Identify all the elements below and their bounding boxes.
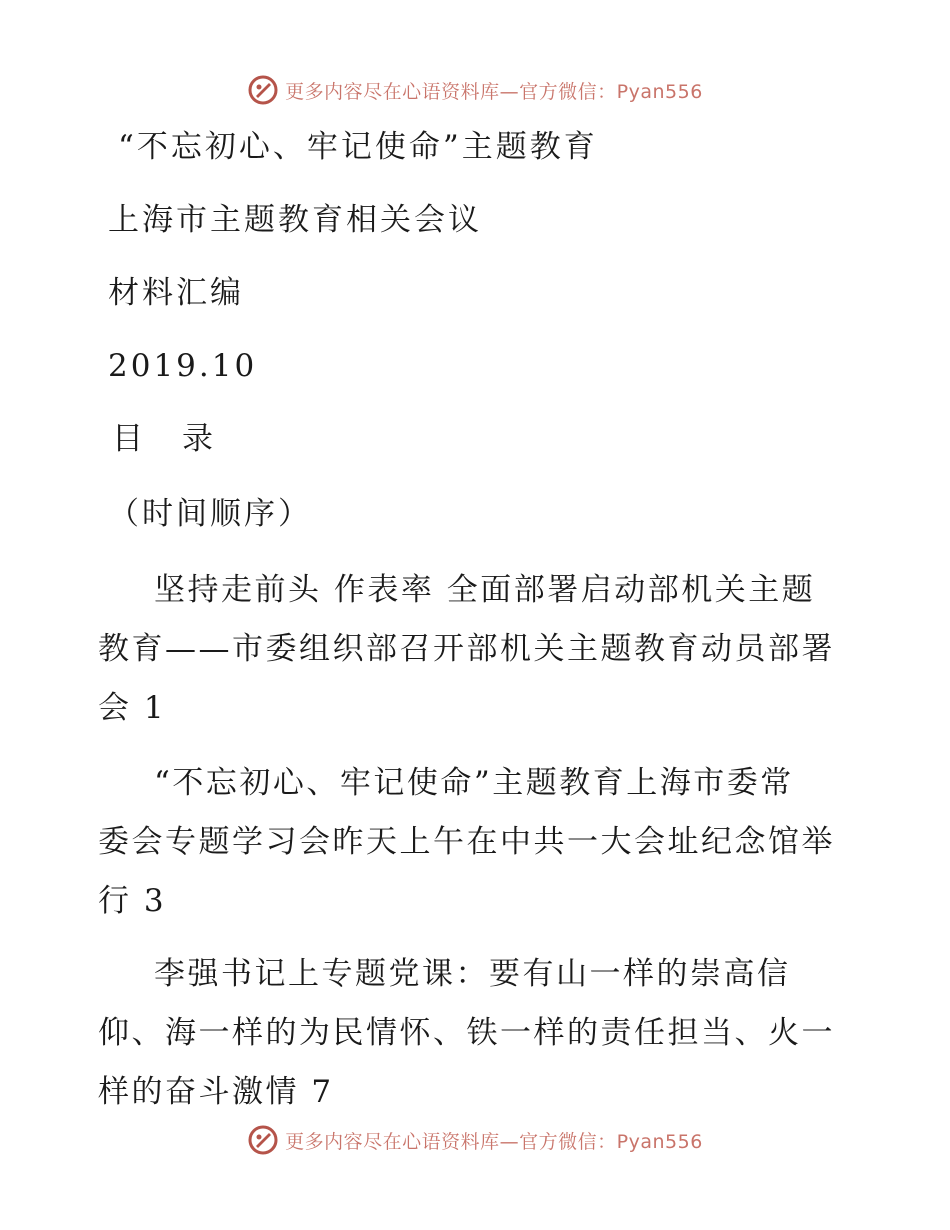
document-subtitle-2: 材料汇编 [108,275,244,311]
toc-entry-line: 会 1 [98,690,167,726]
toc-entry-2[interactable] [98,754,858,931]
toc-entry-line: “不忘初心、牢记使命”主题教育上海市委常 [154,765,794,801]
toc-note: （时间顺序） [108,496,312,532]
watermark-banner-top [0,70,950,110]
toc-entry-3[interactable] [98,945,858,1122]
toc-heading: 目 录 [112,421,217,457]
toc-entry-line: 样的奋斗激情 7 [98,1074,334,1110]
watermark-text: 更多内容尽在心语资料库—官方微信：Pyan556 [285,1130,703,1153]
toc-entry-line: 李强书记上专题党课：要有山一样的崇高信 [154,956,791,992]
document-subtitle: 上海市主题教育相关会议 [108,202,482,238]
document-date: 2019.10 [108,348,258,384]
watermark-banner-bottom [0,1120,950,1160]
watermark-text: 更多内容尽在心语资料库—官方微信：Pyan556 [285,80,703,103]
toc-entry-1[interactable] [98,561,858,738]
toc-entry-line: 委会专题学习会昨天上午在中共一大会址纪念馆举 [98,824,835,860]
toc-entry-line: 行 3 [98,883,167,919]
toc-entry-line: 仰、海一样的为民情怀、铁一样的责任担当、火一 [98,1015,835,1051]
document-title: “不忘初心、牢记使命”主题教育 [118,129,598,165]
toc-entry-line: 教育——市委组织部召开部机关主题教育动员部署 [98,631,835,667]
brand-logo-icon [247,74,279,106]
brand-logo-icon [247,1124,279,1156]
toc-entry-line: 坚持走前头 作表率 全面部署启动部机关主题 [154,572,816,608]
